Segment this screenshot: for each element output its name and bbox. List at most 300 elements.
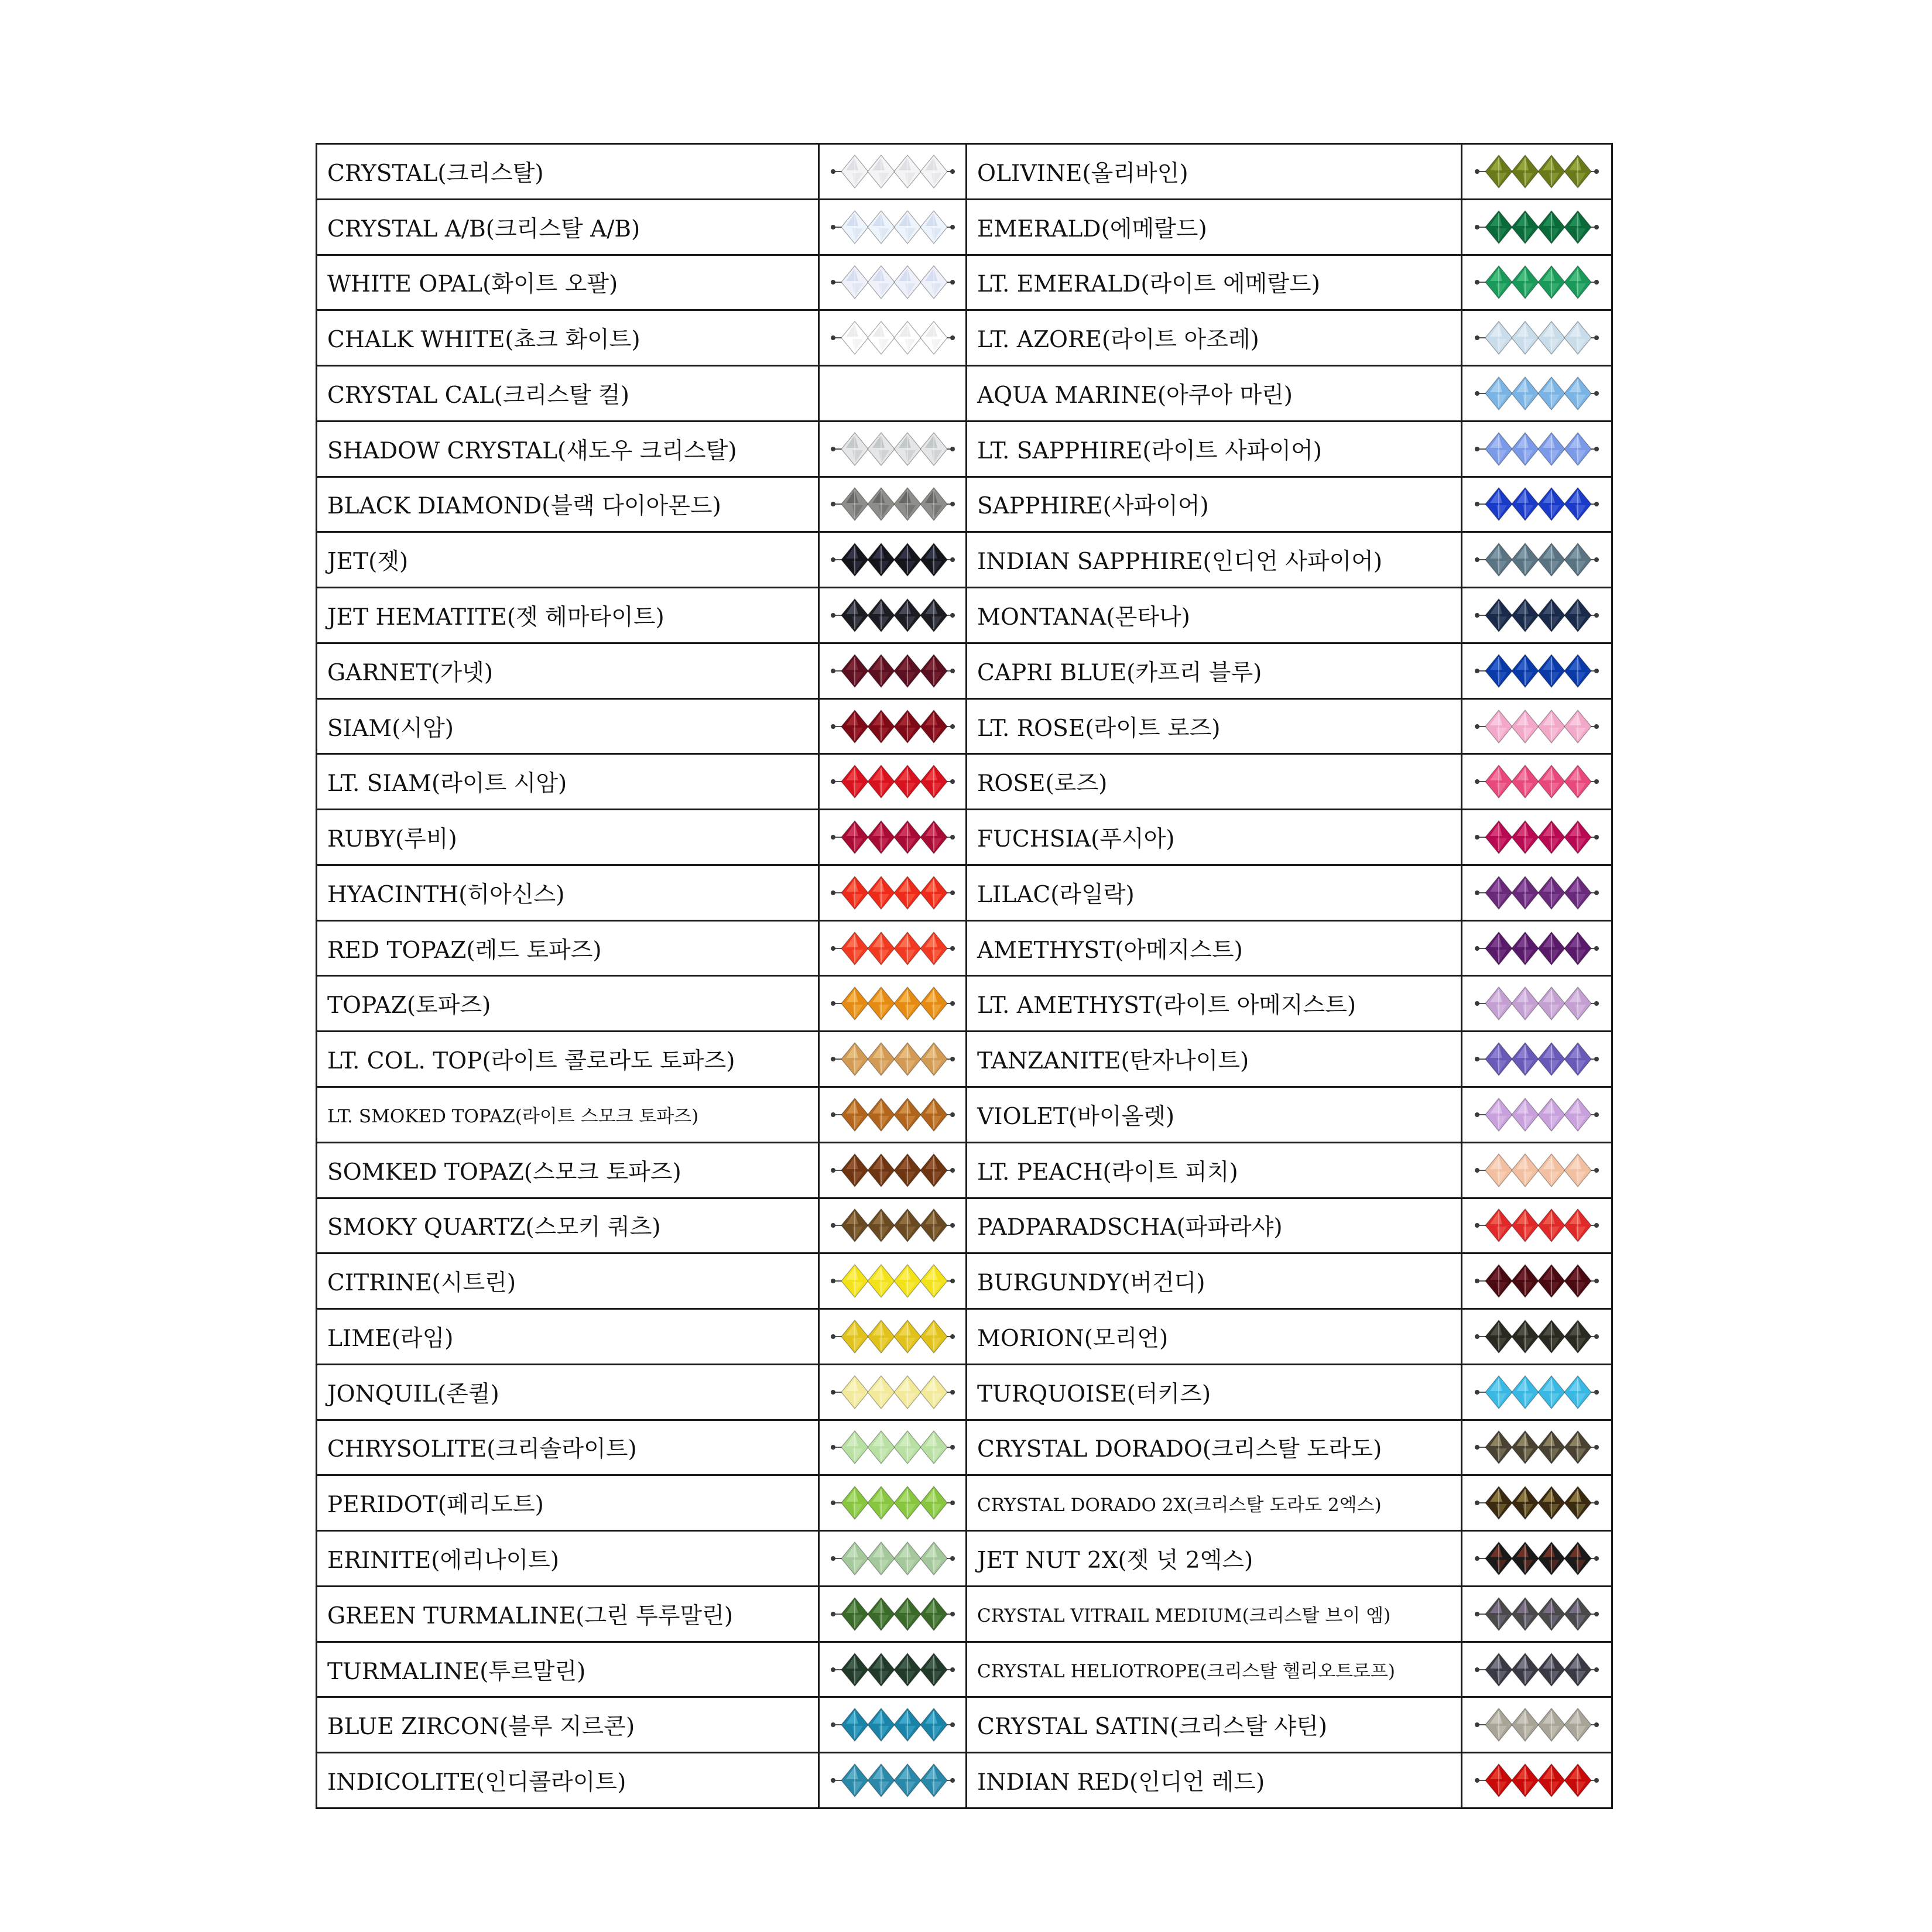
bead [841, 321, 868, 354]
bead [1564, 821, 1591, 854]
bead [894, 1486, 921, 1519]
bead-knot [1475, 1612, 1479, 1616]
bead [1538, 710, 1565, 743]
bead-knot [1475, 557, 1479, 562]
color-name-label: AQUA MARINE(아쿠아 마린) [967, 366, 1462, 422]
color-name-label: CRYSTAL DORADO 2X(크리스탈 도라도 2엑스) [967, 1475, 1462, 1531]
bead [894, 821, 921, 854]
bead [1512, 821, 1539, 854]
bead-knot [950, 447, 955, 451]
bead [894, 1764, 921, 1797]
bead [1512, 1376, 1539, 1409]
bead-strand-icon [1472, 872, 1601, 914]
bead [868, 765, 895, 798]
bead [1564, 932, 1591, 965]
bead [1485, 1653, 1512, 1686]
bead-swatch-cell [819, 532, 967, 588]
bead [920, 1486, 947, 1519]
bead-knot [831, 1722, 835, 1727]
bead [841, 1598, 868, 1630]
bead [894, 266, 921, 299]
bead [1564, 876, 1591, 909]
bead-knot [950, 1390, 955, 1395]
table-row [317, 1198, 1612, 1253]
bead-knot [1594, 1501, 1599, 1505]
bead-knot [1475, 280, 1479, 285]
bead [1512, 433, 1539, 465]
bead [1564, 155, 1591, 188]
bead-knot [1594, 779, 1599, 784]
color-name-label: INDIAN RED(인디언 레드) [967, 1753, 1462, 1808]
bead-strand-icon [828, 1537, 957, 1580]
color-name-label: WHITE OPAL(화이트 오팔) [317, 255, 819, 310]
bead [1564, 1486, 1591, 1519]
bead [1538, 377, 1565, 410]
table-row [317, 754, 1612, 810]
bead-knot [950, 1001, 955, 1006]
bead-strand-icon [828, 1038, 957, 1080]
bead [894, 321, 921, 354]
bead-swatch-cell [1462, 532, 1612, 588]
bead-knot [1475, 225, 1479, 229]
bead [1512, 876, 1539, 909]
bead [868, 1154, 895, 1187]
bead-strand-icon [828, 1426, 957, 1468]
table-row [317, 698, 1612, 754]
bead-knot [950, 1112, 955, 1117]
bead [1485, 655, 1512, 687]
bead [894, 1265, 921, 1297]
bead [894, 1320, 921, 1353]
bead [1512, 710, 1539, 743]
bead-knot [950, 946, 955, 951]
bead [1485, 1764, 1512, 1797]
bead [868, 987, 895, 1020]
bead-knot [950, 1501, 955, 1505]
bead [841, 1154, 868, 1187]
color-name-label: LILAC(라일락) [967, 865, 1462, 920]
bead [868, 543, 895, 576]
bead-knot [831, 1223, 835, 1228]
bead [1538, 1043, 1565, 1075]
bead-knot [1475, 1667, 1479, 1672]
bead [1485, 1431, 1512, 1464]
bead-swatch-cell [819, 144, 967, 200]
bead-knot [831, 1057, 835, 1061]
bead-knot [831, 669, 835, 673]
bead [841, 821, 868, 854]
bead-knot [950, 1722, 955, 1727]
bead [1538, 1154, 1565, 1187]
bead-strand-icon [1472, 1149, 1601, 1191]
bead [894, 211, 921, 244]
bead-strand-icon [1472, 1260, 1601, 1302]
color-name-label: CRYSTAL CAL(크리스탈 컬) [317, 366, 819, 422]
bead-strand-icon [828, 982, 957, 1025]
bead [1512, 1542, 1539, 1575]
bead [1485, 1209, 1512, 1242]
bead [1538, 1209, 1565, 1242]
bead-strand-icon [1472, 1316, 1601, 1358]
bead-swatch-cell [819, 1364, 967, 1420]
bead-color-chart [316, 143, 1613, 1809]
bead-knot [950, 1778, 955, 1783]
bead-swatch-cell [1462, 1642, 1612, 1697]
bead [920, 488, 947, 520]
bead [894, 765, 921, 798]
bead-strand-icon [1472, 1094, 1601, 1136]
bead [1564, 211, 1591, 244]
bead [920, 266, 947, 299]
bead-strand-icon [1472, 1759, 1601, 1801]
bead-swatch-cell [1462, 1475, 1612, 1531]
bead [920, 710, 947, 743]
bead-strand-icon [828, 650, 957, 692]
bead-strand-icon [828, 594, 957, 636]
bead-knot [950, 1667, 955, 1672]
bead [1564, 710, 1591, 743]
bead [1512, 1708, 1539, 1741]
bead-strand-icon [1472, 1204, 1601, 1246]
bead-swatch-cell [1462, 310, 1612, 366]
bead [1564, 1653, 1591, 1686]
color-name-label: CHALK WHITE(쵸크 화이트) [317, 310, 819, 366]
bead-knot [1594, 557, 1599, 562]
bead-swatch-cell [1462, 1032, 1612, 1087]
bead-knot [1594, 1223, 1599, 1228]
bead-swatch-cell [819, 1253, 967, 1309]
bead [1512, 543, 1539, 576]
bead [920, 1320, 947, 1353]
bead-swatch-cell [1462, 920, 1612, 976]
bead-swatch-cell [1462, 588, 1612, 643]
bead-swatch-cell [1462, 255, 1612, 310]
bead-knot [831, 1445, 835, 1450]
bead-knot [1594, 335, 1599, 340]
bead-swatch-cell [819, 1586, 967, 1642]
bead-strand-icon [828, 150, 957, 193]
table-row [317, 1642, 1612, 1697]
bead-strand-icon [828, 428, 957, 470]
bead-strand-icon [1472, 761, 1601, 803]
bead-strand-icon [828, 1649, 957, 1691]
color-name-label: CAPRI BLUE(카프리 블루) [967, 643, 1462, 698]
bead-knot [950, 1057, 955, 1061]
bead-swatch-cell [1462, 1420, 1612, 1475]
bead [1564, 1098, 1591, 1131]
table-row [317, 199, 1612, 255]
bead-swatch-cell [1462, 976, 1612, 1032]
color-name-label: LT. EMERALD(라이트 에메랄드) [967, 255, 1462, 310]
bead-knot [831, 1501, 835, 1505]
bead [920, 433, 947, 465]
color-name-label: INDIAN SAPPHIRE(인디언 사파이어) [967, 532, 1462, 588]
bead [1485, 765, 1512, 798]
bead [920, 543, 947, 576]
bead-strand-icon [828, 1593, 957, 1635]
bead [1538, 821, 1565, 854]
bead [1485, 1265, 1512, 1297]
table-row [317, 1309, 1612, 1365]
color-name-label: SOMKED TOPAZ(스모크 토파즈) [317, 1142, 819, 1198]
bead [894, 1431, 921, 1464]
bead [1564, 1542, 1591, 1575]
bead-knot [1594, 169, 1599, 174]
bead-strand-icon [1472, 1537, 1601, 1580]
bead [841, 1265, 868, 1297]
bead-swatch-cell [819, 698, 967, 754]
bead [1485, 433, 1512, 465]
bead-knot [1475, 946, 1479, 951]
bead [1512, 1320, 1539, 1353]
bead [894, 433, 921, 465]
bead-swatch-cell [1462, 810, 1612, 865]
table-row [317, 1142, 1612, 1198]
bead-strand-icon [1472, 594, 1601, 636]
bead-strand-icon [828, 761, 957, 803]
bead-knot [1594, 280, 1599, 285]
bead-knot [831, 946, 835, 951]
bead [868, 1265, 895, 1297]
bead-swatch-cell [1462, 865, 1612, 920]
bead-swatch-cell [819, 1198, 967, 1253]
bead-knot [1594, 1112, 1599, 1117]
bead [1485, 1376, 1512, 1409]
bead [1512, 211, 1539, 244]
bead-strand-icon [828, 927, 957, 970]
bead-swatch-cell [1462, 1531, 1612, 1587]
bead-knot [950, 1334, 955, 1339]
bead-knot [1594, 1667, 1599, 1672]
table-row [317, 477, 1612, 532]
bead [1564, 987, 1591, 1020]
bead-knot [950, 225, 955, 229]
bead [894, 1653, 921, 1686]
bead [868, 1708, 895, 1741]
bead-knot [831, 280, 835, 285]
bead-knot [831, 557, 835, 562]
bead [920, 211, 947, 244]
bead [920, 1598, 947, 1630]
bead [894, 1542, 921, 1575]
bead [1564, 765, 1591, 798]
bead [868, 821, 895, 854]
bead [920, 821, 947, 854]
bead [841, 599, 868, 632]
color-name-label: FUCHSIA(푸시아) [967, 810, 1462, 865]
bead [920, 1098, 947, 1131]
bead [920, 932, 947, 965]
bead [1564, 377, 1591, 410]
bead-strand-icon [828, 1204, 957, 1246]
bead-strand-icon [1472, 816, 1601, 858]
bead [1485, 1320, 1512, 1353]
bead [1564, 1376, 1591, 1409]
bead [868, 1320, 895, 1353]
color-name-label: CHRYSOLITE(크리솔라이트) [317, 1420, 819, 1475]
bead-strand-icon [828, 1759, 957, 1801]
bead-knot [1594, 1057, 1599, 1061]
color-name-label: LIME(라임) [317, 1309, 819, 1365]
bead-knot [1475, 1223, 1479, 1228]
bead-strand-icon [1472, 1593, 1601, 1635]
bead [1564, 1431, 1591, 1464]
bead-strand-icon [828, 816, 957, 858]
bead [1485, 710, 1512, 743]
bead [1564, 1320, 1591, 1353]
bead-knot [1475, 1722, 1479, 1727]
bead [894, 1043, 921, 1075]
bead-strand-icon [1472, 650, 1601, 692]
bead-knot [1475, 502, 1479, 506]
bead-knot [831, 1667, 835, 1672]
table-row [317, 1586, 1612, 1642]
bead [1538, 876, 1565, 909]
bead [1564, 1708, 1591, 1741]
color-name-label: LT. COL. TOP(라이트 콜로라도 토파즈) [317, 1032, 819, 1087]
bead-knot [831, 613, 835, 618]
bead-knot [831, 1001, 835, 1006]
bead [1538, 1653, 1565, 1686]
bead-knot [1475, 1334, 1479, 1339]
bead [894, 655, 921, 687]
bead-strand-icon [1472, 428, 1601, 470]
bead [1538, 155, 1565, 188]
table-row [317, 1753, 1612, 1808]
bead-strand-icon [1472, 1482, 1601, 1524]
bead-knot [950, 835, 955, 840]
bead-swatch-cell [1462, 477, 1612, 532]
bead [1538, 765, 1565, 798]
bead [841, 266, 868, 299]
bead-swatch-cell [819, 255, 967, 310]
bead [1512, 155, 1539, 188]
table-row [317, 1253, 1612, 1309]
bead [1485, 543, 1512, 576]
bead [1485, 821, 1512, 854]
bead-knot [1594, 1279, 1599, 1283]
bead-swatch-cell [1462, 1586, 1612, 1642]
bead [920, 1653, 947, 1686]
bead-knot [950, 1612, 955, 1616]
color-name-label: CRYSTAL VITRAIL MEDIUM(크리스탈 브이 엠) [967, 1586, 1462, 1642]
bead-knot [1475, 835, 1479, 840]
color-name-label: CRYSTAL DORADO(크리스탈 도라도) [967, 1420, 1462, 1475]
bead [894, 876, 921, 909]
bead-strand-icon [828, 261, 957, 303]
bead [1485, 266, 1512, 299]
bead-knot [1475, 1001, 1479, 1006]
color-name-label: VIOLET(바이올렛) [967, 1087, 1462, 1143]
bead [1538, 1598, 1565, 1630]
bead [868, 1043, 895, 1075]
bead-swatch-cell [819, 1420, 967, 1475]
bead-knot [1475, 1390, 1479, 1395]
bead-knot [1594, 724, 1599, 729]
bead [841, 1542, 868, 1575]
color-name-label: JET NUT 2X(젯 넛 2엑스) [967, 1531, 1462, 1587]
bead [841, 433, 868, 465]
bead-knot [1475, 169, 1479, 174]
bead [1538, 1542, 1565, 1575]
bead [1512, 987, 1539, 1020]
bead-knot [1475, 890, 1479, 895]
table-row [317, 1420, 1612, 1475]
color-name-label: BLACK DIAMOND(블랙 다이아몬드) [317, 477, 819, 532]
bead-knot [1594, 1722, 1599, 1727]
bead-knot [831, 1112, 835, 1117]
bead [920, 1708, 947, 1741]
bead [1538, 987, 1565, 1020]
bead-knot [1594, 502, 1599, 506]
bead-knot [1475, 1112, 1479, 1117]
bead-knot [1475, 1778, 1479, 1783]
bead-knot [950, 1279, 955, 1283]
bead [1564, 1764, 1591, 1797]
bead-knot [950, 724, 955, 729]
bead-knot [1594, 890, 1599, 895]
bead-knot [1475, 669, 1479, 673]
bead [868, 876, 895, 909]
bead [894, 155, 921, 188]
bead-knot [1594, 613, 1599, 618]
bead-strand-icon [1472, 927, 1601, 970]
bead [1564, 433, 1591, 465]
bead-swatch-cell [819, 199, 967, 255]
bead [868, 155, 895, 188]
bead-knot [950, 557, 955, 562]
bead-knot [1594, 1168, 1599, 1173]
bead [894, 1376, 921, 1409]
bead [1564, 1043, 1591, 1075]
bead [1485, 1043, 1512, 1075]
bead-knot [831, 724, 835, 729]
color-name-label: LT. SIAM(라이트 시암) [317, 754, 819, 810]
color-name-label: CRYSTAL SATIN(크리스탈 샤틴) [967, 1697, 1462, 1753]
bead-strand-icon [1472, 1649, 1601, 1691]
bead-swatch-cell [819, 310, 967, 366]
bead-knot [1594, 225, 1599, 229]
bead [1564, 599, 1591, 632]
bead [868, 710, 895, 743]
bead-knot [831, 779, 835, 784]
bead [894, 1708, 921, 1741]
table-row [317, 1364, 1612, 1420]
bead-knot [1475, 447, 1479, 451]
bead [868, 266, 895, 299]
bead [1538, 1764, 1565, 1797]
bead [1538, 1708, 1565, 1741]
bead-swatch-cell [819, 421, 967, 477]
bead-knot [1475, 1445, 1479, 1450]
bead [841, 710, 868, 743]
color-name-label: LT. AMETHYST(라이트 아메지스트) [967, 976, 1462, 1032]
bead-strand-icon [1472, 1426, 1601, 1468]
bead [841, 155, 868, 188]
bead-knot [950, 1168, 955, 1173]
color-name-label: ERINITE(에리나이트) [317, 1531, 819, 1587]
table-row [317, 255, 1612, 310]
bead-strand-icon [828, 539, 957, 581]
bead-strand-icon [1472, 1704, 1601, 1746]
bead-swatch-cell [1462, 199, 1612, 255]
bead-swatch-cell [819, 976, 967, 1032]
color-name-label: TANZANITE(탄자나이트) [967, 1032, 1462, 1087]
bead-knot [1594, 669, 1599, 673]
bead [1564, 1265, 1591, 1297]
table-row [317, 1032, 1612, 1087]
bead-knot [831, 890, 835, 895]
